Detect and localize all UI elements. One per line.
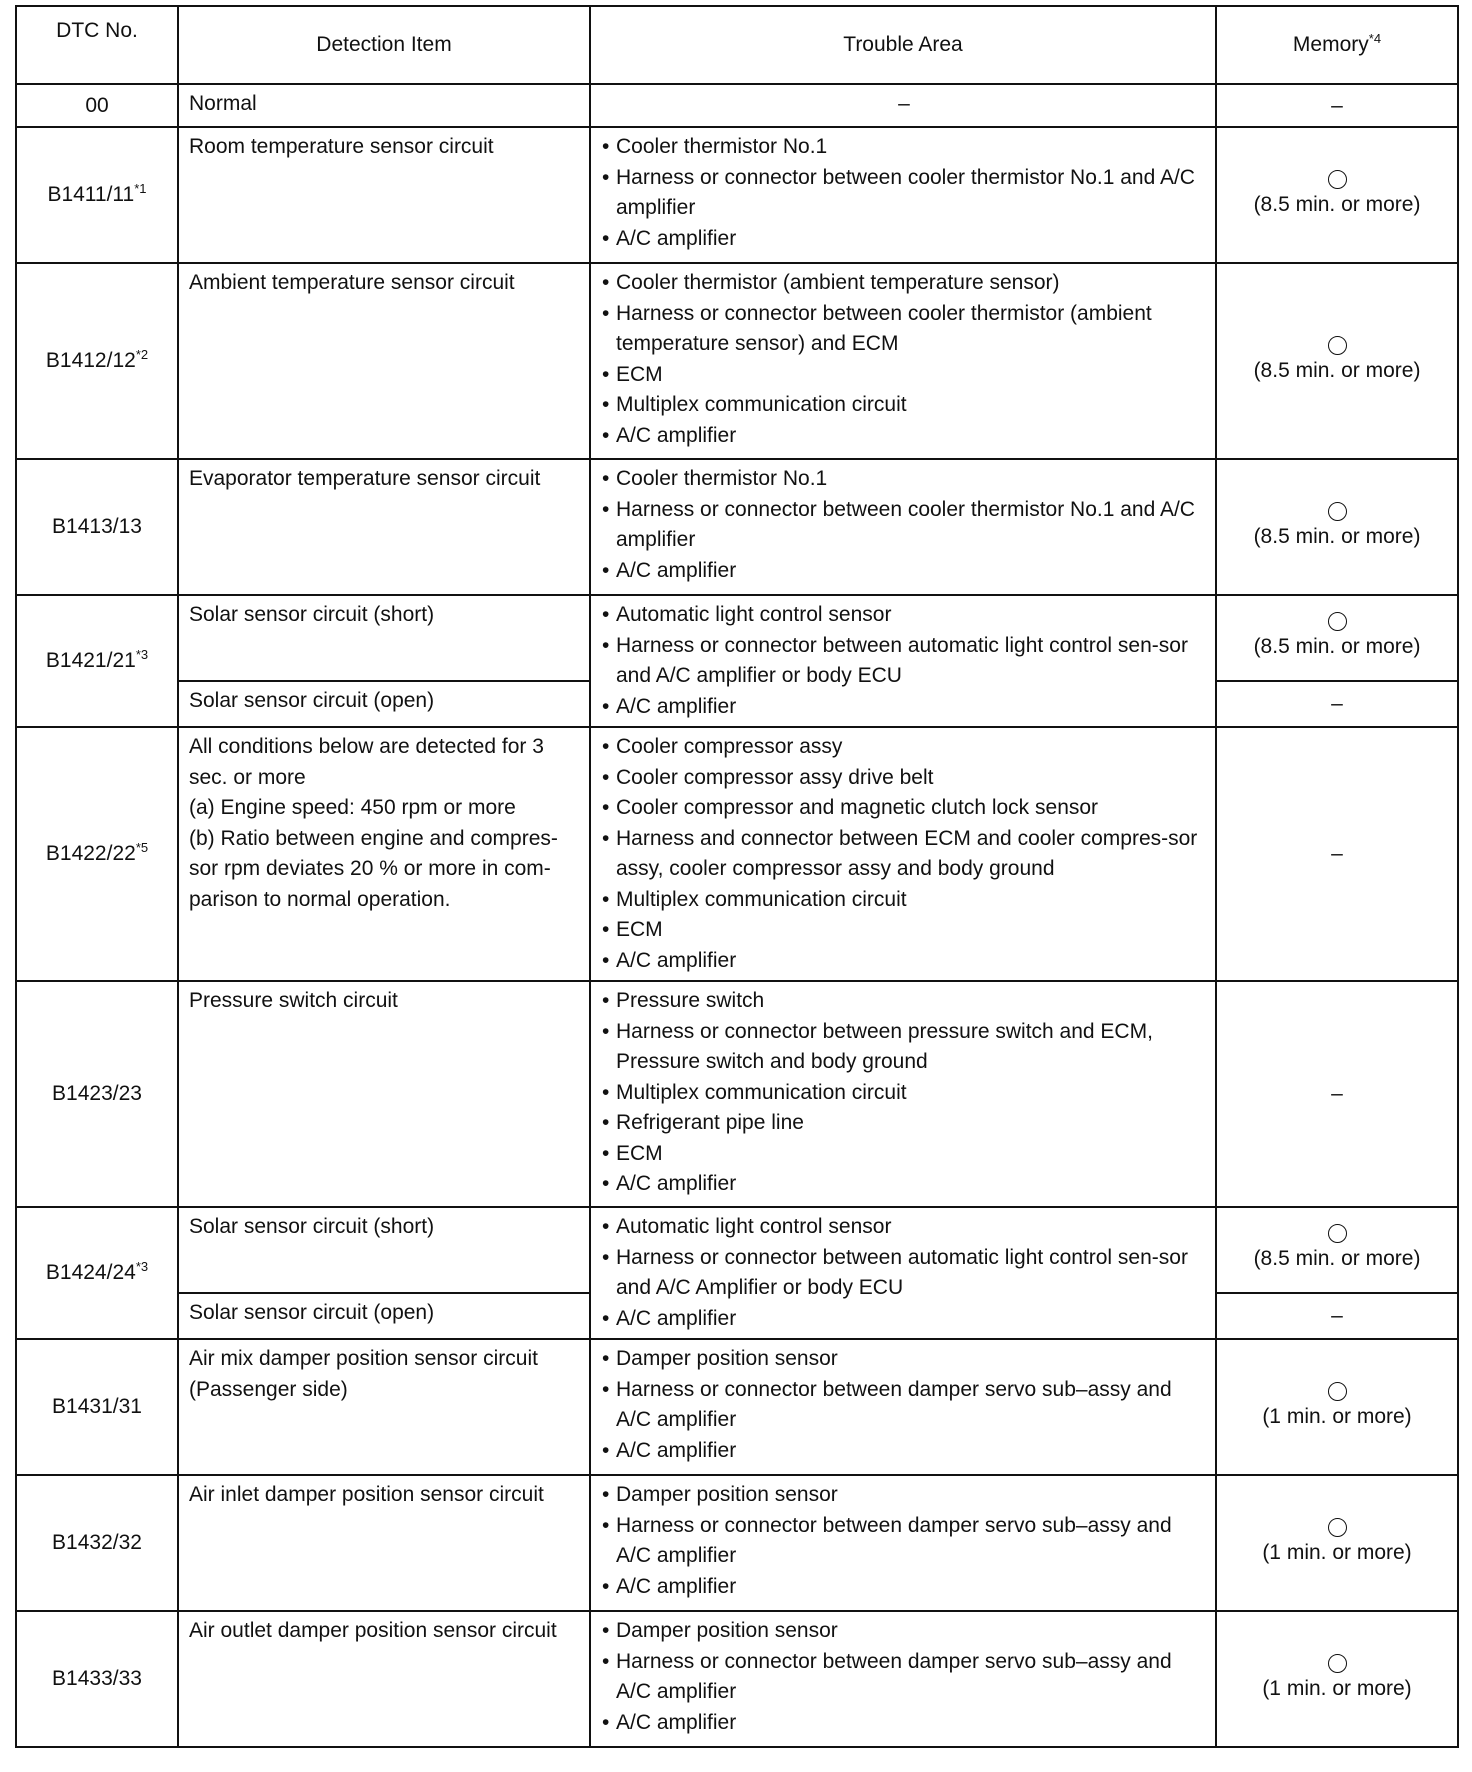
detection-item: Solar sensor circuit (short) bbox=[178, 1207, 590, 1293]
dtc-code: B1433/33 bbox=[16, 1611, 178, 1747]
memory-value: (8.5 min. or more) bbox=[1216, 263, 1458, 459]
trouble-item: • Cooler thermistor No.1 bbox=[599, 464, 1209, 495]
trouble-item: • ECM bbox=[599, 1139, 1209, 1170]
memory-value: (1 min. or more) bbox=[1216, 1611, 1458, 1747]
trouble-item: • Harness or connector between automatic light control sen-sor and A/C Amplifier or body ECU bbox=[599, 1243, 1209, 1304]
dtc-code: B1431/31 bbox=[16, 1339, 178, 1475]
detection-item: Room temperature sensor circuit bbox=[178, 127, 590, 263]
header-trouble-area: Trouble Area bbox=[590, 6, 1216, 84]
trouble-item: • Pressure switch bbox=[599, 986, 1209, 1017]
trouble-item: • Damper position sensor bbox=[599, 1480, 1209, 1511]
trouble-area bbox=[590, 981, 1216, 1207]
dtc-code: 00 bbox=[16, 84, 178, 127]
table-row bbox=[16, 1339, 1458, 1475]
header-memory: Memory$^{*4}$ bbox=[1216, 6, 1458, 84]
trouble-area bbox=[590, 1611, 1216, 1747]
detection-item: Pressure switch circuit bbox=[178, 981, 590, 1207]
trouble-item: • Multiplex communication circuit bbox=[599, 1078, 1209, 1109]
trouble-item: • Harness or connector between pressure switch and ECM, Pressure switch and body ground bbox=[599, 1017, 1209, 1078]
trouble-item: • Automatic light control sensor bbox=[599, 600, 1209, 631]
trouble-item: • A/C amplifier bbox=[599, 556, 1209, 587]
dtc-code: B1424/24$^{*3}$ bbox=[16, 1207, 178, 1339]
memory-value: (1 min. or more) bbox=[1216, 1475, 1458, 1611]
memory-value: (8.5 min. or more) bbox=[1216, 127, 1458, 263]
trouble-item: • A/C amplifier bbox=[599, 946, 1209, 977]
memory-value: – bbox=[1216, 1293, 1458, 1339]
dtc-code: B1421/21$^{*3}$ bbox=[16, 595, 178, 727]
memory-value: – bbox=[1216, 981, 1458, 1207]
detection-item: Air inlet damper position sensor circuit bbox=[178, 1475, 590, 1611]
trouble-item: • A/C amplifier bbox=[599, 1304, 1209, 1335]
trouble-area bbox=[590, 595, 1216, 727]
table-row bbox=[16, 1207, 1458, 1293]
trouble-area bbox=[590, 1207, 1216, 1339]
trouble-area: – bbox=[590, 84, 1216, 127]
trouble-item: • A/C amplifier bbox=[599, 1708, 1209, 1739]
detection-item: Solar sensor circuit (open) bbox=[178, 1293, 590, 1339]
detection-item: Solar sensor circuit (short) bbox=[178, 595, 590, 681]
table-row bbox=[16, 1475, 1458, 1611]
table-row bbox=[16, 981, 1458, 1207]
trouble-item: • Harness or connector between damper servo sub–assy and A/C amplifier bbox=[599, 1375, 1209, 1436]
dtc-code: B1422/22$^{*5}$ bbox=[16, 727, 178, 981]
trouble-item: • Damper position sensor bbox=[599, 1616, 1209, 1647]
trouble-item: • A/C amplifier bbox=[599, 1572, 1209, 1603]
trouble-item: • Automatic light control sensor bbox=[599, 1212, 1209, 1243]
circle-icon bbox=[1328, 502, 1347, 521]
trouble-item: • Harness and connector between ECM and cooler compres-sor assy, cooler compressor assy and body ground bbox=[599, 824, 1209, 885]
detection-item: Solar sensor circuit (open) bbox=[178, 681, 590, 727]
detection-item: Evaporator temperature sensor circuit bbox=[178, 459, 590, 595]
dtc-code: B1432/32 bbox=[16, 1475, 178, 1611]
header-detection-item: Detection Item bbox=[178, 6, 590, 84]
trouble-item: • A/C amplifier bbox=[599, 224, 1209, 255]
circle-icon bbox=[1328, 1518, 1347, 1537]
trouble-item: • A/C amplifier bbox=[599, 421, 1209, 452]
table-row bbox=[16, 595, 1458, 681]
trouble-item: • ECM bbox=[599, 360, 1209, 391]
circle-icon bbox=[1328, 1382, 1347, 1401]
trouble-item: • Harness or connector between damper servo sub–assy and A/C amplifier bbox=[599, 1647, 1209, 1708]
trouble-item: • Multiplex communication circuit bbox=[599, 885, 1209, 916]
trouble-item: • Multiplex communication circuit bbox=[599, 390, 1209, 421]
trouble-area bbox=[590, 127, 1216, 263]
trouble-area bbox=[590, 459, 1216, 595]
table-row bbox=[16, 727, 1458, 981]
footnote-mark: *1 bbox=[134, 181, 147, 196]
memory-value: – bbox=[1216, 84, 1458, 127]
trouble-item: • Harness or connector between cooler thermistor (ambient temperature sensor) and ECM bbox=[599, 299, 1209, 360]
table-row bbox=[16, 263, 1458, 459]
detection-item: Normal bbox=[178, 84, 590, 127]
table-row bbox=[16, 127, 1458, 263]
circle-icon bbox=[1328, 1654, 1347, 1673]
footnote-mark: *3 bbox=[135, 647, 149, 662]
trouble-area bbox=[590, 1475, 1216, 1611]
trouble-item: • Refrigerant pipe line bbox=[599, 1108, 1209, 1139]
trouble-item: • Harness or connector between cooler thermistor No.1 and A/C amplifier bbox=[599, 163, 1209, 224]
dtc-table bbox=[15, 5, 1459, 1748]
detection-item: Air outlet damper position sensor circuit bbox=[178, 1611, 590, 1747]
table-row bbox=[16, 84, 1458, 127]
trouble-area bbox=[590, 727, 1216, 981]
circle-icon bbox=[1328, 336, 1347, 355]
detection-item: Air mix damper position sensor circuit (Passenger side) bbox=[178, 1339, 590, 1475]
memory-value: (8.5 min. or more) bbox=[1216, 1207, 1458, 1293]
memory-value: (8.5 min. or more) bbox=[1216, 595, 1458, 681]
dtc-code: B1423/23 bbox=[16, 981, 178, 1207]
table-row bbox=[16, 459, 1458, 595]
trouble-item: • Harness or connector between automatic light control sen-sor and A/C amplifier or body ECU bbox=[599, 631, 1209, 692]
footnote-mark: *2 bbox=[135, 347, 149, 362]
table-row bbox=[16, 1611, 1458, 1747]
trouble-item: • Cooler thermistor (ambient temperature sensor) bbox=[599, 268, 1209, 299]
dtc-code: B1413/13 bbox=[16, 459, 178, 595]
trouble-area bbox=[590, 1339, 1216, 1475]
footnote-mark: *3 bbox=[135, 1259, 149, 1274]
trouble-item: • A/C amplifier bbox=[599, 1436, 1209, 1467]
detection-item: All conditions below are detected for 3 sec. or more (a) Engine speed: 450 rpm or more (b) Ratio between engine and compres-sor rpm deviates 20 % or more in com-parison to normal operation. bbox=[178, 727, 590, 981]
header-dtc-no: DTC No. bbox=[16, 6, 178, 84]
detection-item: Ambient temperature sensor circuit bbox=[178, 263, 590, 459]
trouble-item: • Harness or connector between damper servo sub–assy and A/C amplifier bbox=[599, 1511, 1209, 1572]
trouble-item: • A/C amplifier bbox=[599, 1169, 1209, 1200]
footnote-mark: *4 bbox=[1368, 31, 1382, 46]
trouble-item: • Cooler compressor and magnetic clutch lock sensor bbox=[599, 793, 1209, 824]
trouble-item: • ECM bbox=[599, 915, 1209, 946]
circle-icon bbox=[1328, 612, 1347, 631]
footnote-mark: *5 bbox=[135, 840, 149, 855]
table-header-row bbox=[16, 6, 1458, 84]
trouble-area bbox=[590, 263, 1216, 459]
memory-value: – bbox=[1216, 681, 1458, 727]
trouble-item: • Cooler compressor assy drive belt bbox=[599, 763, 1209, 794]
trouble-item: • Damper position sensor bbox=[599, 1344, 1209, 1375]
dtc-code: B1411/11$^{*1}$ bbox=[16, 127, 178, 263]
circle-icon bbox=[1328, 1224, 1347, 1243]
circle-icon bbox=[1328, 170, 1347, 189]
trouble-item: • Cooler thermistor No.1 bbox=[599, 132, 1209, 163]
dtc-code: B1412/12$^{*2}$ bbox=[16, 263, 178, 459]
trouble-item: • Harness or connector between cooler thermistor No.1 and A/C amplifier bbox=[599, 495, 1209, 556]
memory-value: (1 min. or more) bbox=[1216, 1339, 1458, 1475]
memory-value: – bbox=[1216, 727, 1458, 981]
trouble-item: • A/C amplifier bbox=[599, 692, 1209, 723]
trouble-item: • Cooler compressor assy bbox=[599, 732, 1209, 763]
memory-value: (8.5 min. or more) bbox=[1216, 459, 1458, 595]
